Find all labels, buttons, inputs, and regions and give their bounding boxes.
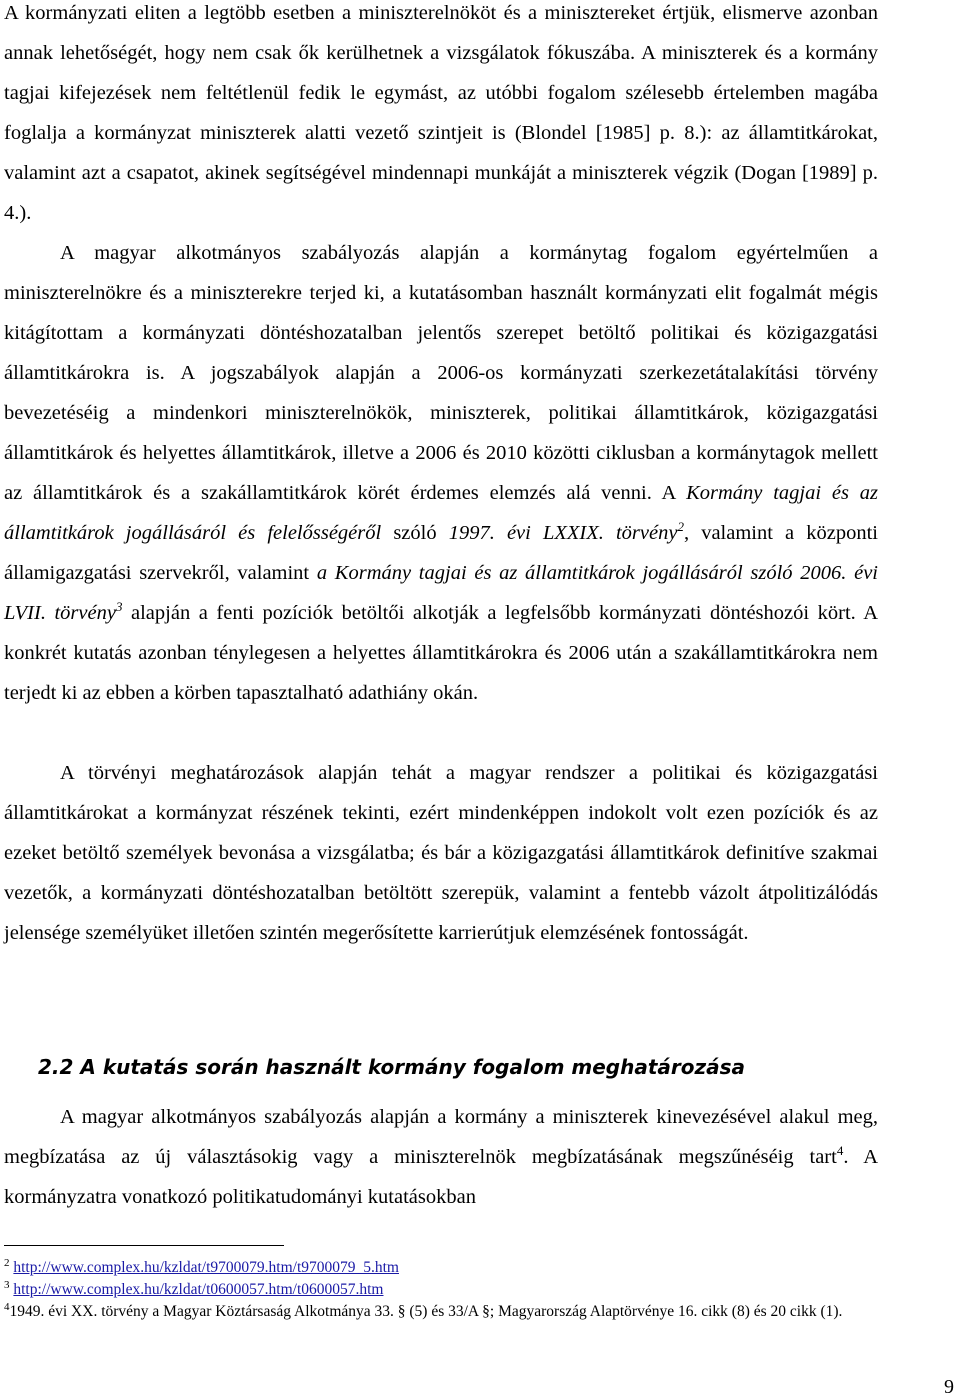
footnote-number: 2 <box>4 1257 10 1269</box>
paragraph-text: A magyar alkotmányos szabályozás alapján a kormánytag fogalom egyértelműen a miniszterelnökre és a miniszterekre terjed ki, a kutatásomban használt kormányzati elit fogalmát mégis kitágítottam a kormányzati döntéshozatalban jelentős szerepet betöltő politikai és közigazgatási államtitkárokra is. A jogszabályok alapján a 2006-os kormányzati szerkezetátalakítási törvény bevezetéséig a mindenkori miniszterelnökök, miniszterek, politikai államtitkárok, közigazgatási államtitkárok és helyettes államtitkárok, illetve a 2006 és 2010 közötti ciklusban a kormánytagok mellett az államtitkárok és a szakállamtitkárok körét érdemes elemzés alá venni. A <box>4 242 878 504</box>
footnote-number: 4 <box>4 1301 10 1313</box>
footnote-link[interactable]: http://www.complex.hu/kzldat/t0600057.htm/t0600057.htm <box>13 1281 384 1298</box>
footnote-2 <box>4 1257 884 1278</box>
paragraph-kormany-fogalom <box>4 1097 878 1217</box>
law-reference <box>448 519 684 544</box>
paragraph-text: szóló <box>381 522 449 544</box>
footnote-separator <box>4 1245 284 1246</box>
footnote-3 <box>4 1279 884 1300</box>
footnote-4 <box>4 1301 884 1322</box>
section-heading: 2.2 A kutatás során használt kormány fogalom meghatározása <box>38 1055 746 1079</box>
footnote-mark[interactable]: 3 <box>115 599 123 614</box>
page-number: 9 <box>944 1376 954 1398</box>
law-title: Kormány tagjai és az államtitkárok jogállásáról és felelősségéről <box>4 482 878 544</box>
law-reference-text: 1997. évi LXXIX. törvény <box>448 522 678 544</box>
paragraph-text: . A kormányzatra vonatkozó politikatudományi kutatásokban <box>4 1146 879 1208</box>
paragraph-text: A kormányzati eliten a legtöbb esetben a miniszterelnököt és a minisztereket értjük, elismerve azonban annak lehetőségét, hogy nem csak ők kerülhetnek a vizsgálatok fókuszába. A miniszterek és a kormány tagjai kifejezések nem feltétlenül fedik le egymást, az utóbbi fogalom szélesebb értelemben magába foglalja a kormányzat miniszterek alatti vezető szintjeit is (Blondel [1985] p. 8.): az államtitkárokat, valamint azt a csapatot, akinek segítségével mindennapi munkáját a miniszterek végzik (Dogan [1989] p. 4.). <box>4 2 878 224</box>
footnote-number: 3 <box>4 1279 10 1291</box>
paragraph-text: megszűnéséig tart <box>678 1146 837 1168</box>
footnote-text: 1949. évi XX. törvény a Magyar Köztársaság Alkotmánya 33. § (5) és 33/A §; Magyarország Alaptörvénye 16. cikk (8) és 20 cikk (1). <box>9 1303 843 1320</box>
paragraph-text: alapján a fenti pozíciók betöltői alkotják a legfelsőbb kormányzati döntéshozói kört. A konkrét kutatás azonban ténylegesen a helyettes államtitkárokra és 2006 után a szakállamtitkárokra nem terjedt ki az ebben a körben tapasztalható adathiány okán. <box>4 602 878 704</box>
paragraph-text: , valamint a központi államigazgatási szervekről, valamint <box>4 522 878 584</box>
footnote-mark[interactable]: 2 <box>677 519 684 534</box>
paragraph-text: A magyar alkotmányos szabályozás alapján a kormány a miniszterek kinevezésével alakul meg, megbízatása az új választásokig vagy a miniszterelnök megbízatásának <box>4 1106 878 1168</box>
footnote-mark[interactable]: 4 <box>836 1143 844 1158</box>
footnote-link[interactable]: http://www.complex.hu/kzldat/t9700079.htm/t9700079_5.htm <box>13 1259 399 1276</box>
law-title-text: a Kormány tagjai és az államtitkárok jogállásáról szóló 2006. évi LVII. törvény <box>4 562 878 624</box>
paragraph-alkotmanyos-szabalyozas <box>4 233 878 713</box>
paragraph-kormanyzati-elit <box>4 0 878 233</box>
paragraph-text: A törvényi meghatározások alapján tehát a magyar rendszer a politikai és közigazgatási államtitkárokat a kormányzat részének tekinti, ezért mindenképpen indokolt volt ezen pozíciók és az ezeket betöltő személyek bevonása a vizsgálatba; és bár a közigazgatási államtitkárok definitíve szakmai vezetők, a kormányzati döntéshozatalban betöltött szerepük, valamint a fentebb vázolt átpolitizálódás jelensége személyüket illetően szintén megerősítette karrierútjuk elemzésének fontosságát. <box>4 762 878 944</box>
paragraph-torvenyi-meghatarozasok <box>4 753 878 953</box>
